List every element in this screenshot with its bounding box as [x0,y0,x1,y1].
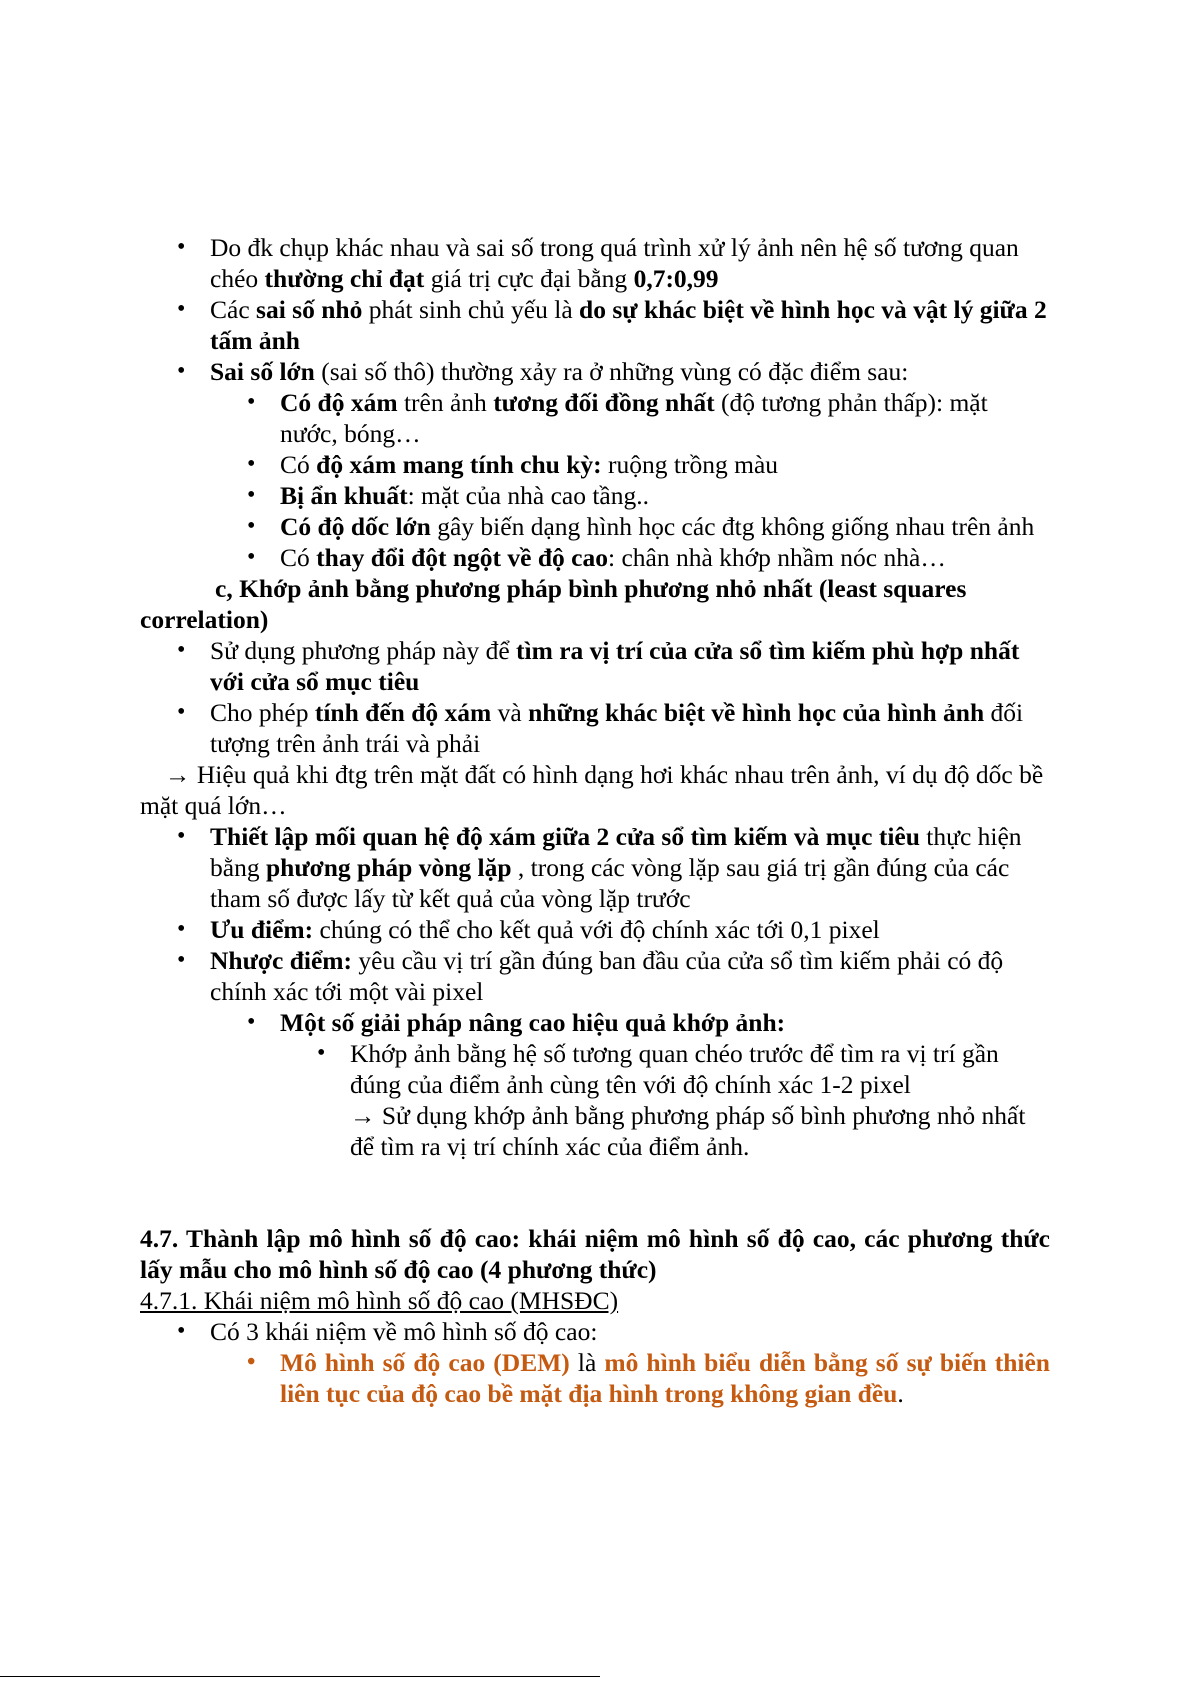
bullet-list-c1 [140,635,1050,759]
list-item: • Bị ẩn khuất: mặt của nhà cao tầng.. [280,480,1050,511]
list-item: • Sử dụng phương pháp này để tìm ra vị trí của cửa sổ tìm kiếm phù hợp nhất với cửa sổ mục tiêu [210,635,1050,697]
list-item: • Có độ dốc lớn gây biến dạng hình học các đtg không giống nhau trên ảnh [280,511,1050,542]
spacer [140,1162,1050,1223]
sub-list [210,1347,1050,1409]
list-item: • Khớp ảnh bằng hệ số tương quan chéo trước để tìm ra vị trí gần đúng của điểm ảnh cùng tên với độ chính xác 1-2 pixel → Sử dụng khớp ảnh bằng phương pháp số bình phương nhỏ nhất để tìm ra vị trí chính xác của điểm ảnh. [350,1038,1050,1162]
arrow-note: → Hiệu quả khi đtg trên mặt đất có hình dạng hơi khác nhau trên ảnh, ví dụ độ dốc bề mặt quá lớn… [140,760,1044,820]
list-item: • Có độ xám trên ảnh tương đối đồng nhất (độ tương phản thấp): mặt nước, bóng… [280,387,1050,449]
list-item: • Ưu điểm: chúng có thể cho kết quả với độ chính xác tới 0,1 pixel [210,914,1050,945]
sub-sub-list [280,1038,1050,1162]
list-item: • Có thay đổi đột ngột về độ cao: chân nhà khớp nhầm nóc nhà… [280,542,1050,573]
sub-list [210,1007,1050,1162]
section-c-title: c, Khớp ảnh bằng phương pháp bình phương nhỏ nhất (least squares correlation) [140,574,967,634]
document-content [140,232,1050,1409]
section-heading-4-7: 4.7. Thành lập mô hình số độ cao: khái niệm mô hình số độ cao, các phương thức lấy mẫu cho mô hình số độ cao (4 phương thức) [140,1224,1050,1284]
sub-list [210,387,1050,573]
list-item: • Mô hình số độ cao (DEM) là mô hình biểu diễn bằng số sự biến thiên liên tục của độ cao bề mặt địa hình trong không gian đều. [280,1347,1050,1409]
list-item: • Một số giải pháp nâng cao hiệu quả khớp ảnh: • Khớp ảnh bằng hệ số tương quan chéo trước để tìm ra vị trí gần đúng của điểm ảnh cùng tên với độ chính xác 1-2 pixel → Sử dụng khớp ảnh bằng phương pháp số bình phương nhỏ nhất để tìm ra vị trí chính xác của điểm ảnh. [280,1007,1050,1162]
list-item: • Do đk chụp khác nhau và sai số trong quá trình xử lý ảnh nên hệ số tương quan chéo thường chỉ đạt giá trị cực đại bằng 0,7:0,99 [210,232,1050,294]
bullet-list-1 [140,232,1050,573]
bullet-list-c2 [140,821,1050,1162]
footer-divider [0,1676,600,1677]
list-item: • Sai số lớn (sai số thô) thường xảy ra ở những vùng có đặc điểm sau: • Có độ xám trên ảnh tương đối đồng nhất (độ tương phản thấp): mặt nước, bóng… • Có độ xám mang tính chu kỳ: ruộng trồng màu • Bị ẩn khuất: mặt của nhà cao tầng.. • Có độ dốc lớn gây biến dạng hình học các đtg không giống nhau trên ảnh • Có thay đổi đột ngột về độ cao: chân nhà khớp nhầm nóc nhà… [210,356,1050,573]
list-item: • Các sai số nhỏ phát sinh chủ yếu là do sự khác biệt về hình học và vật lý giữa 2 tấm ảnh [210,294,1050,356]
list-item: • Có độ xám mang tính chu kỳ: ruộng trồng màu [280,449,1050,480]
list-item: • Thiết lập mối quan hệ độ xám giữa 2 cửa sổ tìm kiếm và mục tiêu thực hiện bằng phương pháp vòng lặp , trong các vòng lặp sau giá trị gần đúng của các tham số được lấy từ kết quả của vòng lặp trước [210,821,1050,914]
list-item: • Nhược điểm: yêu cầu vị trí gần đúng ban đầu của cửa sổ tìm kiếm phải có độ chính xác tới một vài pixel • Một số giải pháp nâng cao hiệu quả khớp ảnh: • Khớp ảnh bằng hệ số tương quan chéo trước để tìm ra vị trí gần đúng của điểm ảnh cùng tên với độ chính xác 1-2 pixel → Sử dụng khớp ảnh bằng phương pháp số bình phương nhỏ nhất để tìm ra vị trí chính xác của điểm ảnh. [210,945,1050,1162]
list-item: • Cho phép tính đến độ xám và những khác biệt về hình học của hình ảnh đối tượng trên ảnh trái và phải [210,697,1050,759]
bullet-list-47 [140,1316,1050,1409]
list-item: • Có 3 khái niệm về mô hình số độ cao: • Mô hình số độ cao (DEM) là mô hình biểu diễn bằng số sự biến thiên liên tục của độ cao bề mặt địa hình trong không gian đều. [210,1316,1050,1409]
subsection-heading-4-7-1: 4.7.1. Khái niệm mô hình số độ cao (MHSĐC) [140,1286,619,1315]
